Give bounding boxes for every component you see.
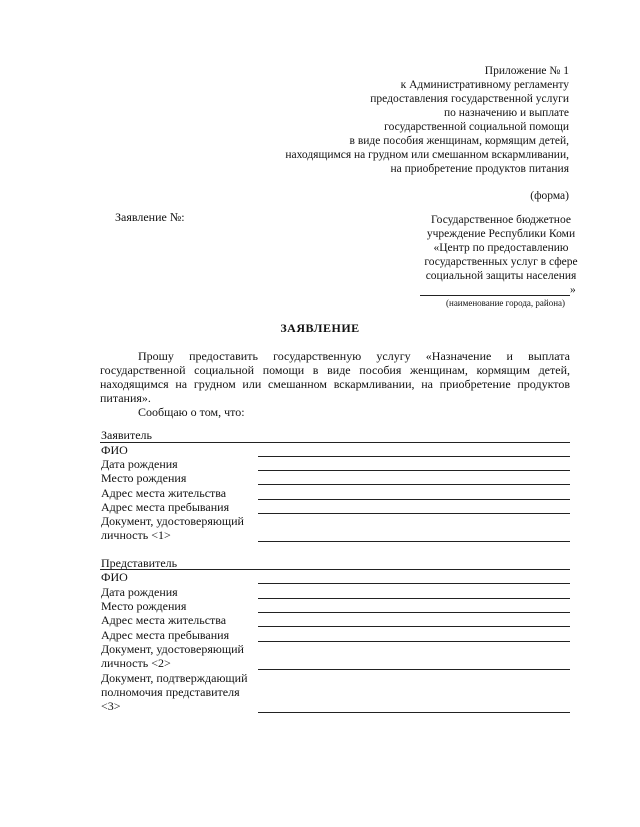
- addressee-line-5: социальной защиты населения: [425, 270, 577, 282]
- appendix-line-8: на приобретение продуктов питания: [390, 163, 569, 175]
- applicant-residence-label: Адрес места жительства: [101, 486, 227, 500]
- appendix-line-3: предоставления государственной услуги: [370, 93, 569, 105]
- representative-auth-label-3: <3>: [101, 699, 121, 713]
- applicant-residence-field[interactable]: [258, 499, 570, 500]
- body-line-3: находящимся на грудном или смешанном вскармливании, на приобретение продуктов: [100, 377, 570, 391]
- applicant-doc-label-1: Документ, удостоверяющий: [101, 514, 244, 528]
- appendix-line-2: к Административному регламенту: [400, 79, 569, 91]
- addressee-line-2: учреждение Республики Коми: [426, 228, 576, 240]
- representative-auth-field[interactable]: [258, 712, 570, 713]
- representative-heading: Представитель: [101, 556, 178, 570]
- addressee-line-1: Государственное бюджетное: [431, 214, 571, 226]
- representative-fio-label: ФИО: [101, 570, 128, 584]
- addressee-line-3: «Центр по предоставлению: [433, 242, 569, 254]
- representative-auth-label-1: Документ, подтверждающий: [101, 671, 248, 685]
- body-line-2: государственной социальной помощи в виде пособия женщинам, кормящим детей,: [100, 363, 570, 377]
- representative-stay-label: Адрес места пребывания: [101, 628, 230, 642]
- body-line-1: Прошу предоставить государственную услугу «Назначение и выплата: [138, 349, 570, 363]
- appendix-line-7: находящимся на грудном или смешанном вскармливании,: [285, 149, 569, 161]
- applicant-heading: Заявитель: [101, 428, 152, 442]
- applicant-fio-field[interactable]: [258, 456, 570, 457]
- representative-birth-date-label: Дата рождения: [101, 585, 178, 599]
- representative-doc-label-2: личность <2>: [101, 656, 171, 670]
- representative-heading-rule: [100, 569, 570, 570]
- city-hint: (наименование города, района): [446, 298, 566, 308]
- representative-fio-field[interactable]: [258, 583, 570, 584]
- document-title: ЗАЯВЛЕНИЕ: [280, 321, 360, 335]
- representative-residence-label: Адрес места жительства: [101, 613, 227, 627]
- applicant-fio-label: ФИО: [101, 443, 128, 457]
- appendix-line-6: в виде пособия женщинам, кормящим детей,: [349, 135, 569, 147]
- representative-birth-place-label: Место рождения: [101, 599, 187, 613]
- representative-auth-label-2: полномочия представителя: [101, 685, 240, 699]
- applicant-doc-field[interactable]: [258, 541, 570, 542]
- applicant-stay-label: Адрес места пребывания: [101, 500, 230, 514]
- representative-doc-label-1: Документ, удостоверяющий: [101, 642, 244, 656]
- representative-stay-field[interactable]: [258, 641, 570, 642]
- appendix-line-1: Приложение № 1: [484, 65, 569, 77]
- city-closing-quote: »: [570, 284, 576, 296]
- applicant-heading-rule: [100, 442, 570, 443]
- applicant-birth-place-label: Место рождения: [101, 471, 187, 485]
- applicant-stay-field[interactable]: [258, 513, 570, 514]
- representative-birth-date-field[interactable]: [258, 598, 570, 599]
- representative-doc-field[interactable]: [258, 669, 570, 670]
- applicant-birth-date-label: Дата рождения: [101, 457, 178, 471]
- inform-line: Сообщаю о том, что:: [138, 405, 245, 419]
- representative-birth-place-field[interactable]: [258, 612, 570, 613]
- applicant-doc-label-2: личность <1>: [101, 528, 171, 542]
- appendix-line-4: по назначению и выплате: [443, 107, 569, 119]
- applicant-birth-date-field[interactable]: [258, 470, 570, 471]
- addressee-line-4: государственных услуг в сфере: [424, 256, 578, 268]
- appendix-line-5: государственной социальной помощи: [384, 121, 569, 133]
- applicant-birth-place-field[interactable]: [258, 484, 570, 485]
- body-line-4: питания».: [100, 391, 151, 405]
- form-mark: (форма): [530, 190, 569, 202]
- body-paragraph: [100, 349, 570, 405]
- representative-residence-field[interactable]: [258, 626, 570, 627]
- application-number-label: Заявление №:: [115, 210, 185, 224]
- city-field-line[interactable]: [420, 295, 570, 296]
